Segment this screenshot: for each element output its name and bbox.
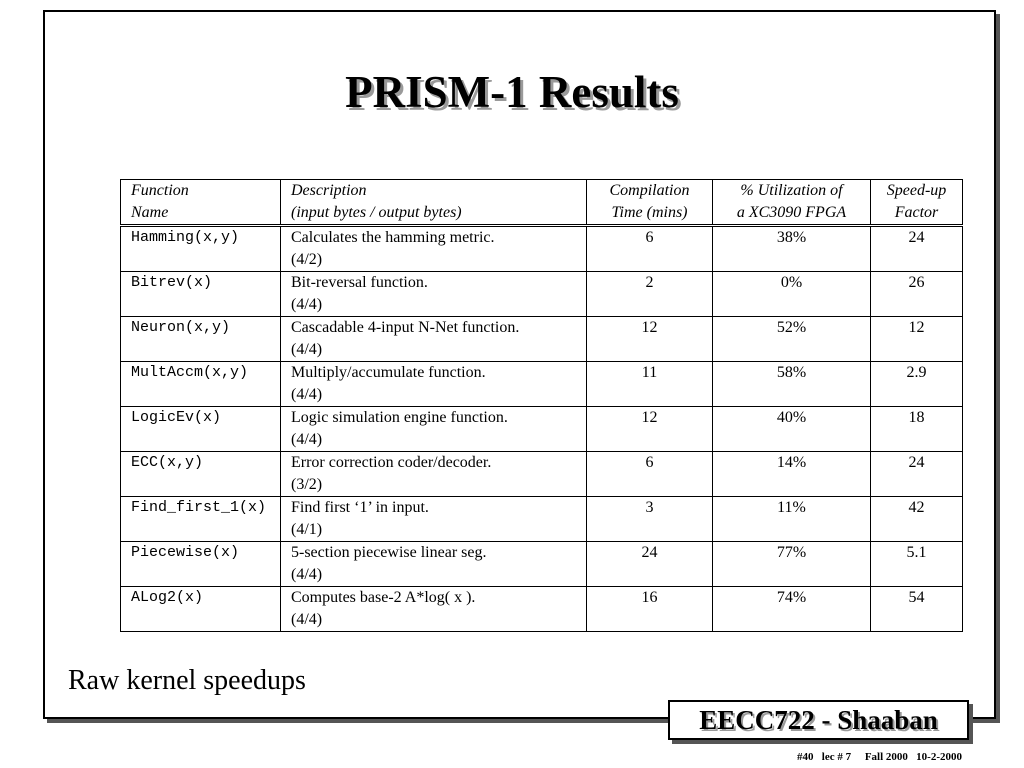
description-cell: Bit-reversal function. (4/4) — [281, 272, 587, 317]
table-row — [121, 272, 963, 317]
course-badge: EECC722 - Shaaban — [668, 700, 969, 740]
function-name-cell: LogicEv(x) — [121, 407, 281, 452]
compilation-time-cell: 3 — [587, 497, 713, 542]
utilization-cell: 77% — [713, 542, 871, 587]
header-speedup: Speed-up Factor — [871, 180, 963, 226]
speedup-cell: 12 — [871, 317, 963, 362]
utilization-cell: 0% — [713, 272, 871, 317]
description-cell: Multiply/accumulate function. (4/4) — [281, 362, 587, 407]
function-name-cell: Neuron(x,y) — [121, 317, 281, 362]
compilation-time-cell: 6 — [587, 226, 713, 272]
table-row — [121, 587, 963, 632]
function-name-cell: Find_first_1(x) — [121, 497, 281, 542]
description-cell: Logic simulation engine function. (4/4) — [281, 407, 587, 452]
speedup-cell: 5.1 — [871, 542, 963, 587]
utilization-cell: 11% — [713, 497, 871, 542]
description-cell: Cascadable 4-input N-Net function. (4/4) — [281, 317, 587, 362]
speedup-cell: 42 — [871, 497, 963, 542]
speedup-cell: 18 — [871, 407, 963, 452]
speedup-cell: 2.9 — [871, 362, 963, 407]
results-table — [120, 179, 963, 632]
header-compilation-time: Compilation Time (mins) — [587, 180, 713, 226]
utilization-cell: 14% — [713, 452, 871, 497]
description-cell: Find first ‘1’ in input. (4/1) — [281, 497, 587, 542]
function-name-cell: MultAccm(x,y) — [121, 362, 281, 407]
utilization-cell: 52% — [713, 317, 871, 362]
table-row — [121, 452, 963, 497]
function-name-cell: Piecewise(x) — [121, 542, 281, 587]
description-cell: 5-section piecewise linear seg. (4/4) — [281, 542, 587, 587]
description-cell: Error correction coder/decoder. (3/2) — [281, 452, 587, 497]
slide-title: PRISM-1 Results — [345, 67, 679, 117]
header-function-name: Function Name — [121, 180, 281, 226]
header-utilization: % Utilization of a XC3090 FPGA — [713, 180, 871, 226]
table-row — [121, 362, 963, 407]
description-cell: Calculates the hamming metric. (4/2) — [281, 226, 587, 272]
description-cell: Computes base-2 A*log( x ). (4/4) — [281, 587, 587, 632]
compilation-time-cell: 6 — [587, 452, 713, 497]
speedup-cell: 54 — [871, 587, 963, 632]
compilation-time-cell: 16 — [587, 587, 713, 632]
table-row — [121, 542, 963, 587]
utilization-cell: 74% — [713, 587, 871, 632]
speedup-cell: 24 — [871, 452, 963, 497]
utilization-cell: 38% — [713, 226, 871, 272]
table-header-row — [121, 180, 963, 226]
table-row — [121, 317, 963, 362]
utilization-cell: 40% — [713, 407, 871, 452]
table-row — [121, 226, 963, 272]
table-row — [121, 497, 963, 542]
compilation-time-cell: 2 — [587, 272, 713, 317]
header-description: Description (input bytes / output bytes) — [281, 180, 587, 226]
utilization-cell: 58% — [713, 362, 871, 407]
table-row — [121, 407, 963, 452]
compilation-time-cell: 12 — [587, 317, 713, 362]
function-name-cell: ECC(x,y) — [121, 452, 281, 497]
speedup-cell: 24 — [871, 226, 963, 272]
function-name-cell: ALog2(x) — [121, 587, 281, 632]
speedup-cell: 26 — [871, 272, 963, 317]
slide-footer: #40 lec # 7 Fall 2000 10-2-2000 — [797, 751, 962, 763]
function-name-cell: Hamming(x,y) — [121, 226, 281, 272]
compilation-time-cell: 24 — [587, 542, 713, 587]
compilation-time-cell: 11 — [587, 362, 713, 407]
function-name-cell: Bitrev(x) — [121, 272, 281, 317]
slide-caption: Raw kernel speedups — [68, 665, 306, 696]
compilation-time-cell: 12 — [587, 407, 713, 452]
